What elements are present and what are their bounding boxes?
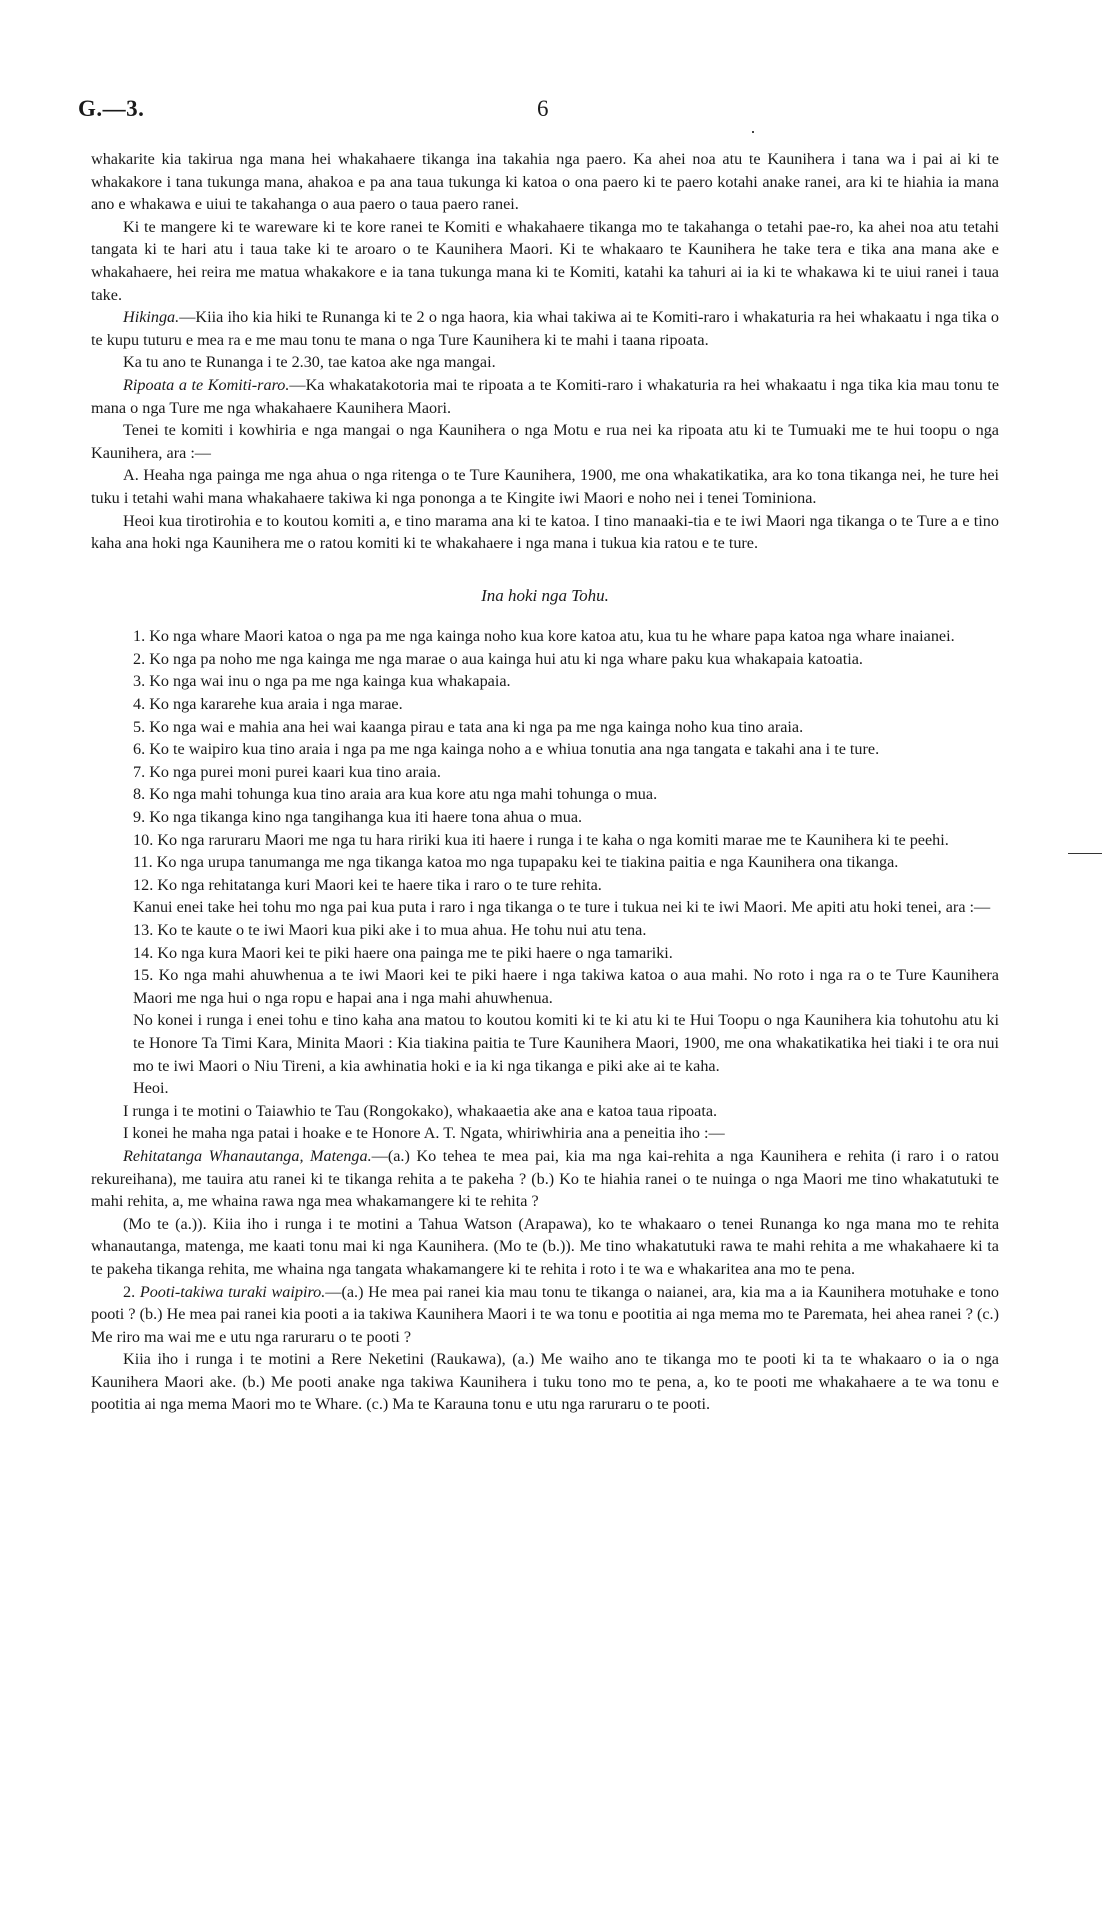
paragraph: I konei he maha nga patai i hoake e te Honore A. T. Ngata, whiriwhiria ana a peneitia iho :— xyxy=(123,1124,725,1143)
scan-speck xyxy=(752,131,754,133)
list-heading: Ina hoki nga Tohu. xyxy=(481,585,609,605)
paragraph-label: Hikinga. xyxy=(123,308,180,327)
paragraph: Tenei te komiti i kowhiria e nga mangai o nga Kaunihera o nga Motu e rua nei ka ripoata atu ki te Tumuaki me te hui toopu o nga Kaunihera, ara :— xyxy=(91,421,999,462)
paragraph-label: Rehitatanga Whanautanga, Matenga. xyxy=(123,1146,372,1165)
list-item: 4. Ko nga kararehe kua araia i nga marae. xyxy=(133,695,403,714)
paragraph: (Mo te (a.)). Kiia iho i runga i te motini a Tahua Watson (Arapawa), ko te whakaaro o tenei Runanga ko nga mana mo te rehita whanautanga, matenga, me kaati tonu mai ki nga Kaunihera. (Mo te (b.)). Me tino whakatutuki rawa te mahi rehita a me whakahaere ki ta te pakeha tikanga rehita, me whaina nga tangata whakamangere ki te rehita i roto i te wa e whakaritea ana mo te pena. xyxy=(91,1214,999,1278)
list-item: 7. Ko nga purei moni purei kaari kua tino araia. xyxy=(133,762,441,781)
paragraph: Ka tu ano te Runanga i te 2.30, tae katoa ake nga mangai. xyxy=(123,353,496,372)
list-item: 14. Ko nga kura Maori kei te piki haere ona painga me te piki haere o nga tamariki. xyxy=(133,943,673,962)
paragraph-label: Ripoata a te Komiti-raro. xyxy=(123,375,290,394)
paragraph: Kanui enei take hei tohu mo nga pai kua puta i raro i nga tikanga o te ture i tukua nei ki te iwi Maori. Me apiti atu hoki tenei, ara :— xyxy=(133,898,991,917)
margin-mark xyxy=(1068,853,1102,854)
paragraph: Hikinga.—Kiia iho kia hiki te Runanga ki te 2 o nga haora, kia whai takiwa ai te Komiti-raro i whakaturia ra hei whakaatu i nga tika o te kupu tuturu e mea ra e me mau tonu te mana o nga Ture Kaunihera ki te mahi i taana ripoata. xyxy=(91,308,999,349)
paragraph: Rehitatanga Whanautanga, Matenga.—(a.) Ko tehea te mea pai, kia ma nga kai-rehita a nga Kaunihera e rehita (i raro i o ratou rekureihana), me tauira atu ranei ki te tikanga rehita a te pakeha ? (b.) Ko te hiahia ranei o te nuinga o nga Maori me tino whakatutuki te mahi rehita, a, me whaina rawa nga mea whakamangere ki te rehita ? xyxy=(91,1146,1000,1211)
list-item: 3. Ko nga wai inu o nga pa me nga kainga kua whakapaia. xyxy=(133,672,511,691)
list-item: 6. Ko te waipiro kua tino araia i nga pa me nga kainga noho a e whiua tonutia ana nga tangata e takahi ana i te ture. xyxy=(133,740,880,759)
section-code: G.—3. xyxy=(78,96,145,121)
paragraph: Ki te mangere ki te wareware ki te kore ranei te Komiti e whakahaere tikanga mo te takahanga o tetahi pae-ro, ka ahei noa atu tetahi tangata ki te hari atu i taua take ki te aroaro o te Kaunihera Maori. Ki te whakaaro te Kaunihera he take tera e tika ana mana ake e whakahaere, hei reira me matua whakakore e ia tana tukunga mana ki te Komiti, katahi ka tahuri ai ia ki te whakawa ki te uiui ranei i taua take. xyxy=(91,217,999,304)
paragraph: A. Heaha nga painga me nga ahua o nga ritenga o te Ture Kaunihera, 1900, me ona whakatikatika, ara ko tona tikanga nei, he ture hei tuku i tetahi wahi mana whakahaere takiwa ki nga pononga a te Kingite iwi Maori e noho nei i tenei Tominiona. xyxy=(91,466,999,507)
paragraph: 2. Pooti-takiwa turaki waipiro.—(a.) He mea pai ranei kia mau tonu te tikanga o naianei, ara, kia ma a ia Kaunihera motuhake e tono pooti ? (b.) He mea pai ranei kia pooti a ia takiwa Kaunihera Maori i te wa tonu e pootitia ai nga mema mo te Paremata, hei ahea ranei ? (c.) Me riro ma wai me e utu nga raruraru o te pooti ? xyxy=(91,1282,1000,1346)
signoff: Heoi. xyxy=(133,1079,169,1098)
document-body xyxy=(91,148,999,1416)
list-item: 8. Ko nga mahi tohunga kua tino araia ara kua kore atu nga mahi tohunga o mua. xyxy=(133,785,658,804)
paragraph: whakarite kia takirua nga mana hei whakahaere tikanga ina takahia nga paero. Ka ahei noa atu te Kaunihera i tana wa i pai ai ki te whakakore i tana tukunga mana, ahakoa e pa ana taua tukunga ki katoa o ona paero ki te paero kotahi anake ranei, ara ki te hiahia ia mana ano e whakawa e uiui te takahanga o aua paero o taua paero ranei. xyxy=(91,150,999,214)
list-item: 15. Ko nga mahi ahuwhenua a te iwi Maori kei te piki haere i nga takiwa katoa o aua mahi. No roto i nga ra o te Ture Kaunihera Maori me nga hui o nga ropu e hapai ana i nga mahi ahuwhenua. xyxy=(133,966,999,1007)
paragraph: Ripoata a te Komiti-raro.—Ka whakatakotoria mai te ripoata a te Komiti-raro i whakaturia ra hei whakaatu i nga tika kia mau tonu te mana o nga Ture me nga whakahaere Kaunihera Maori. xyxy=(91,375,999,417)
list-item: 2. Ko nga pa noho me nga kainga me nga marae o aua kainga hui atu ki nga whare paku kua whakapaia katoatia. xyxy=(133,649,863,668)
paragraph: I runga i te motini o Taiawhio te Tau (Rongokako), whakaaetia ake ana e katoa taua ripoata. xyxy=(123,1101,718,1120)
list-item: 10. Ko nga raruraru Maori me nga tu hara ririki kua iti haere i runga i te kaha o nga komiti marae me te Kaunihera ki te peehi. xyxy=(133,830,949,849)
list-item: 11. Ko nga urupa tanumanga me nga tikanga katoa mo nga tupapaku kei te tiakina paitia e nga Kaunihera ona tikanga. xyxy=(133,853,899,872)
list-item: 1. Ko nga whare Maori katoa o nga pa me nga kainga noho kua kore katoa atu, kua tu he whare papa katoa nga whare inaianei. xyxy=(133,627,955,646)
page-number: 6 xyxy=(537,96,549,121)
list-item: 5. Ko nga wai e mahia ana hei wai kaanga pirau e tata ana ki nga pa me nga kainga noho kua tino araia. xyxy=(133,717,804,736)
paragraph-label: Pooti-takiwa turaki waipiro. xyxy=(139,1282,326,1301)
list-item: 13. Ko te kaute o te iwi Maori kua piki ake i to mua ahua. He tohu nui atu tena. xyxy=(133,921,647,939)
paragraph: No konei i runga i enei tohu e tino kaha ana matou to koutou komiti ki te ki atu ki te Hui Toopu o nga Kaunihera kia tohutohu atu ki te Honore Ta Timi Kara, Minita Maori : Kia tiakina paitia te Ture Kaunihera Maori, 1900, me ona whakatikatika hei tiaki i te ora nui mo te iwi Maori o Niu Tireni, a kia awhinatia hoki e ia ki nga tikanga e piki ake ai te kaha. xyxy=(133,1011,999,1075)
list-item: 9. Ko nga tikanga kino nga tangihanga kua iti haere tona ahua o mua. xyxy=(133,808,583,827)
list-item: 12. Ko nga rehitatanga kuri Maori kei te haere tika i raro o te ture rehita. xyxy=(133,875,602,894)
paragraph: Kiia iho i runga i te motini a Rere Neketini (Raukawa), (a.) Me waiho ano te tikanga mo te pooti ki ta te whakaaro o ia o nga Kaunihera Maori ake. (b.) Me pooti anake nga takiwa Kaunihera i tuku tono mo te pena, a, ko te pooti me whakahaere a te wa tonu e pootitia ai nga mema Maori mo te Whare. (c.) Ma te Karauna tonu e utu nga raruraru o te pooti. xyxy=(91,1350,999,1414)
paragraph: Heoi kua tirotirohia e to koutou komiti a, e tino marama ana ki te katoa. I tino manaaki-tia e te iwi Maori nga tikanga o te Ture a e tino kaha ana hoki nga Kaunihera me o ratou komiti ki te whakahaere i nga mana i tukua kia ratou e te ture. xyxy=(91,511,999,553)
